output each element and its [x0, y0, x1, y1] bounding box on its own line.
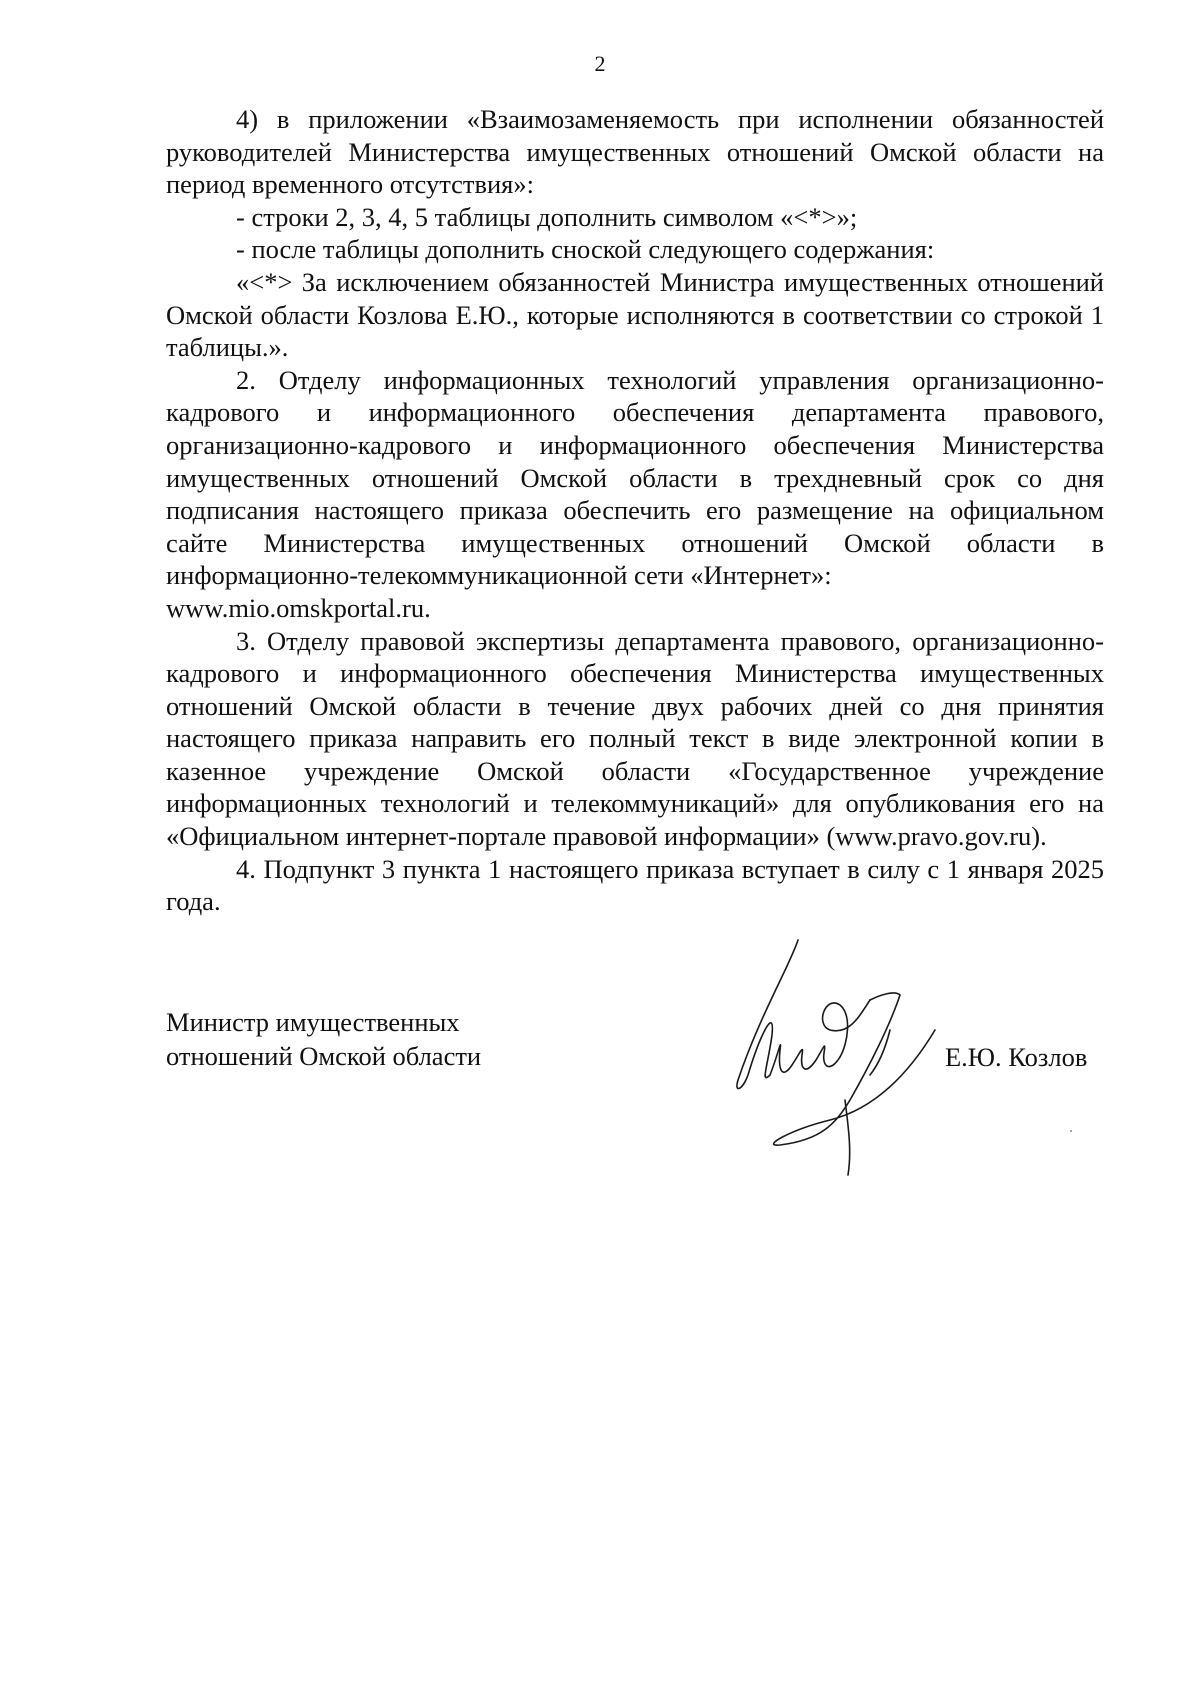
document-body — [166, 103, 1104, 918]
signer-position-line-1: Министр имущественных — [166, 1007, 460, 1037]
signer-position — [166, 1005, 481, 1073]
page-number: 2 — [594, 51, 606, 76]
paragraph-item-4-appendix: 4) в приложении «Взаимозаменяемость при исполнении обязанностей руководителей Министерства имущественных отношений Омской области на период временного отсутствия»: — [166, 104, 1104, 200]
signer-name: Е.Ю. Козлов — [945, 1042, 1088, 1072]
paragraph-rows-symbol: - строки 2, 3, 4, 5 таблицы дополнить символом «<*>»; — [236, 201, 858, 232]
paragraph-point-2: 2. Отделу информационных технологий управления организационно-кадрового и информационного обеспечения департамента правового, организационно-кадрового и информационного обеспечения Министерства имущественных отношений Омской области в трехдневный срок со дня подписания настоящего приказа обеспечить его размещение на официальном сайте Министерства имущественных отношений Омской области в информационно-телекоммуникационной сети «Интернет»: — [166, 364, 1104, 591]
paragraph-point-3: 3. Отделу правовой экспертизы департамента правового, организационно-кадрового и информационного обеспечения Министерства имущественных отношений Омской области в течение двух рабочих дней со дня принятия настоящего приказа направить его полный текст в виде электронной копии в казенное учреждение Омской области «Государственное учреждение информационных технологий и телекоммуникаций» для опубликования его на «Официальном интернет-портале правовой информации» (www.pravo.gov.ru). — [166, 625, 1104, 852]
signer-position-line-2: отношений Омской области — [166, 1041, 482, 1071]
scan-artifact — [1070, 1130, 1072, 1132]
paragraph-point-2-url: www.mio.omskportal.ru. — [166, 592, 431, 623]
handwritten-signature — [720, 935, 960, 1185]
paragraph-footnote-intro: - после таблицы дополнить сноской следующего содержания: — [236, 234, 935, 265]
paragraph-footnote-text: «<*> За исключением обязанностей Министра имущественных отношений Омской области Козлова Е.Ю., которые исполняются в соответствии со строкой 1 таблицы.». — [166, 266, 1104, 363]
paragraph-point-4: 4. Подпункт 3 пункта 1 настоящего приказа вступает в силу с 1 января 2025 года. — [166, 853, 1104, 917]
